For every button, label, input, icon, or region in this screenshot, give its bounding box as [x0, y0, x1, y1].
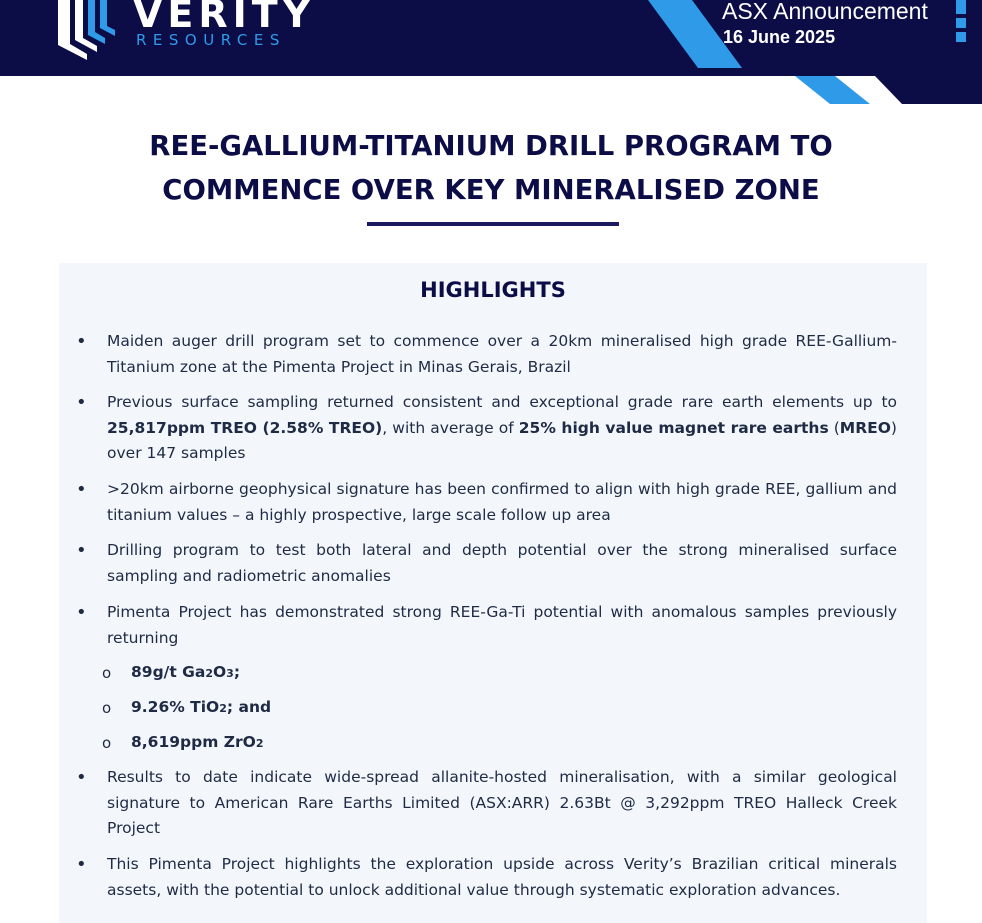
sub-item-zirconium [131, 730, 263, 756]
sub-3-subscript: 2 [255, 737, 264, 750]
announcement-date: 16 June 2025 [723, 27, 836, 47]
highlight-2-magnet: 25% high value magnet rare earths [518, 418, 829, 437]
sub-2-text-a: 9.26% TiO [131, 698, 220, 716]
highlight-2-text-b: , with average of [382, 418, 519, 437]
highlights-heading: HIGHLIGHTS [420, 278, 566, 302]
logo-mark-icon [55, 0, 125, 62]
highlight-2-text-d: ) over 147 samples [107, 418, 897, 462]
sub-1-text-b: O [212, 663, 227, 681]
logo-subtext: RESOURCES [136, 31, 286, 49]
sub-1-subscript-2: 3 [226, 667, 234, 680]
title-line-2: COMMENCE OVER KEY MINERALISED ZONE [162, 174, 820, 206]
highlight-item-2 [107, 390, 897, 467]
highlight-2-text-a: Previous surface sampling returned consistent and exceptional grade rare earth elements up to [107, 393, 897, 411]
highlight-item-6: • Results to date indicate wide-spread allanite-hosted mineralisation, with a similar geological signature to American Rare Earths Limited (ASX:ARR) 2.63Bt @ 3,292ppm TREO Halleck Creek Project [107, 765, 897, 842]
sub-item-titanium [131, 695, 271, 721]
sub-1-subscript-1: 2 [205, 667, 213, 680]
verity-logo [55, 0, 355, 62]
highlight-item-5: • Pimenta Project has demonstrated strong REE-Ga-Ti potential with anomalous samples previously returning [107, 600, 897, 651]
sub-2-subscript: 2 [219, 702, 227, 715]
sub-1-text-a: 89g/t Ga [131, 663, 206, 681]
sub-3-text-a: 8,619ppm ZrO [131, 733, 256, 751]
sub-bullet-marker-2: o [102, 699, 112, 717]
sub-2-text-b: ; and [226, 698, 272, 716]
highlight-item-7: • This Pimenta Project highlights the exploration upside across Verity’s Brazilian critical minerals assets, with the potential to unlock additional value through systematic exploration advances. [107, 852, 897, 903]
title-line-1: REE-GALLIUM-TITANIUM DRILL PROGRAM TO [149, 130, 833, 162]
highlight-item-1: • Maiden auger drill program set to commence over a 20km mineralised high grade REE-Gallium-Titanium zone at the Pimenta Project in Minas Gerais, Brazil [107, 329, 897, 380]
highlight-2-text-c: ( [828, 418, 840, 437]
sub-item-gallium [131, 660, 240, 686]
title-divider [367, 222, 619, 226]
sub-bullet-marker-3: o [102, 734, 112, 752]
highlight-2-treo: 25,817ppm TREO (2.58% TREO) [107, 418, 383, 437]
document-title [0, 124, 982, 212]
sub-1-text-c: ; [233, 663, 241, 681]
sub-bullet-marker-1: o [102, 664, 112, 682]
highlight-item-3: • >20km airborne geophysical signature has been confirmed to align with high grade REE, gallium and titanium values – a highly prospective, large scale follow up area [107, 477, 897, 528]
highlight-item-4: • Drilling program to test both lateral and depth potential over the strong mineralised surface sampling and radiometric anomalies [107, 538, 897, 589]
highlight-2-mreo: MREO [839, 418, 891, 437]
announcement-label: ASX Announcement [722, 0, 928, 24]
logo-wordmark: VERITY [133, 0, 316, 36]
